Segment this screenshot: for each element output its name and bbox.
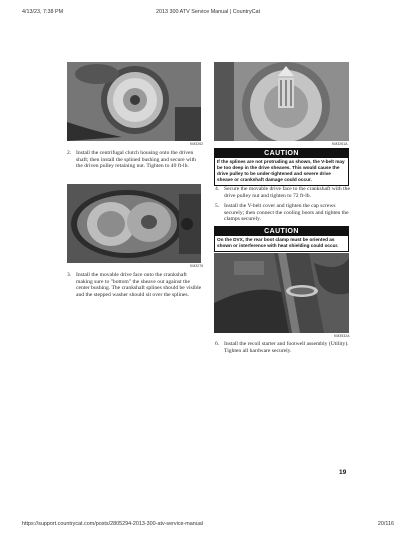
step-text: Install the movable drive face onto the crankshaft making sure to "bottom" the sheave out against the center bushing. The crankshaft splines should be visible and the stepped washer should sit over the splines.: [76, 272, 202, 298]
step-4: [215, 186, 350, 199]
step-5: [215, 203, 350, 223]
step-number: 6.: [215, 341, 220, 347]
step-number: 2.: [67, 150, 72, 156]
caution-text: On the DVX, the rear boot clamp must be oriented as shown or interference with heat shielding could occur.: [217, 237, 339, 248]
print-url: https://support.countrycat.com/posts/2805294-2013-300-atv-service-manual: [22, 521, 203, 527]
caution-box-boot-clamp: [214, 226, 349, 252]
figure-code-label: KM3276: [190, 264, 204, 268]
step-3: [67, 272, 203, 298]
figure-boot-clamp-photo: [214, 253, 349, 333]
step-number: 3.: [67, 272, 72, 278]
figure-drive-face-photo: [67, 184, 201, 263]
figure-code-label: KM3261A: [332, 142, 348, 146]
caution-title: CAUTION: [215, 227, 348, 236]
step-text: Secure the movable drive face to the crankshaft with the drive pulley nut and tighten to 72 ft-lb.: [224, 186, 350, 199]
print-page-title: 2013 300 ATV Service Manual | CountryCat: [155, 9, 261, 15]
print-page-count: 20/116: [377, 521, 394, 527]
figure-crankshaft-splines-photo: [214, 62, 349, 141]
caution-title: CAUTION: [215, 149, 348, 158]
print-datetime: 4/13/23, 7:38 PM: [22, 9, 64, 15]
figure-code-label: KM3262: [190, 142, 204, 146]
step-6: [215, 341, 350, 354]
step-2: [67, 150, 203, 170]
figure-code-label: KM3532A: [334, 334, 350, 338]
step-text: Install the V-belt cover and tighten the cap screws securely; then connect the cooling boots and tighten the clamps securely.: [224, 203, 349, 223]
step-text: Install the centrifugal clutch housing onto the driven shaft; then install the splined bushing and secure with the driven pulley retaining nut. Tighten to 40 ft-lb.: [76, 150, 196, 170]
step-number: 5.: [215, 203, 220, 209]
manual-page-number: 19: [339, 469, 347, 476]
figure-clutch-housing-photo: [67, 62, 201, 141]
caution-box-splines: [214, 148, 349, 186]
caution-text: If the splines are not protruding as shown, the V-belt may be too deep in the drive sheaves. This would cause the drive pulley to be under-tightened and severe drive sheave or crankshaft damage could occur.: [217, 159, 345, 182]
step-text: Install the recoil starter and footwell assembly (Utility). Tighten all hardware securely.: [224, 341, 349, 354]
step-number: 4.: [215, 186, 220, 192]
